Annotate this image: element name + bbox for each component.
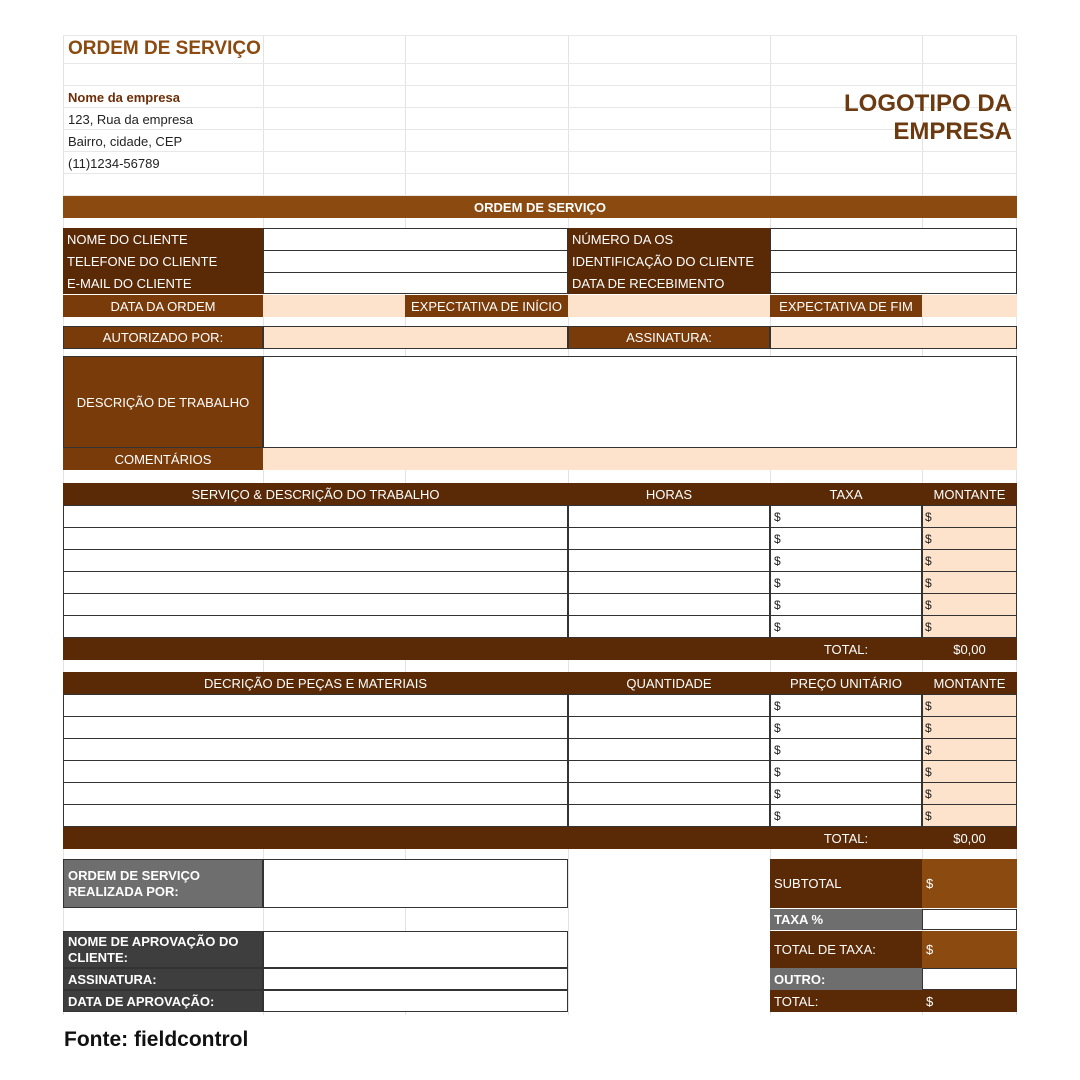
parts-total-label: TOTAL: bbox=[770, 827, 922, 849]
total-label: TOTAL: bbox=[770, 990, 922, 1012]
service-amount-currency: $ bbox=[925, 598, 932, 612]
tax-total-value: $ bbox=[922, 931, 1017, 968]
part-amount-currency: $ bbox=[925, 699, 932, 713]
approval-name-field[interactable] bbox=[263, 931, 568, 968]
service-amount-currency: $ bbox=[925, 576, 932, 590]
service-rate-currency: $ bbox=[774, 620, 781, 634]
part-price-currency: $ bbox=[774, 809, 781, 823]
os-number-label: NÚMERO DA OS bbox=[568, 228, 770, 250]
client-id-label: IDENTIFICAÇÃO DO CLIENTE bbox=[568, 250, 770, 272]
order-info-fields[interactable] bbox=[770, 228, 1017, 294]
signature-field[interactable] bbox=[770, 326, 1017, 349]
subtotal-value: $ bbox=[922, 859, 1017, 908]
work-description-label: DESCRIÇÃO DE TRABALHO bbox=[63, 356, 263, 448]
service-rate-currency: $ bbox=[774, 510, 781, 524]
part-price-currency: $ bbox=[774, 787, 781, 801]
total-value: $ bbox=[922, 990, 1017, 1012]
service-rate-currency: $ bbox=[774, 576, 781, 590]
part-amount-currency: $ bbox=[925, 721, 932, 735]
company-phone: (11)1234-56789 bbox=[68, 156, 160, 171]
authorized-by-label: AUTORIZADO POR: bbox=[63, 326, 263, 349]
client-info-fields[interactable] bbox=[263, 228, 568, 294]
expected-end-label: EXPECTATIVA DE FIM bbox=[770, 295, 922, 317]
part-amount-currency: $ bbox=[925, 787, 932, 801]
approval-name-label: NOME DE APROVAÇÃO DO CLIENTE: bbox=[63, 931, 263, 968]
tax-total-label: TOTAL DE TAXA: bbox=[770, 931, 922, 968]
received-date-label: DATA DE RECEBIMENTO bbox=[568, 272, 770, 294]
service-rate-currency: $ bbox=[774, 554, 781, 568]
part-amount-currency: $ bbox=[925, 765, 932, 779]
part-price-currency: $ bbox=[774, 721, 781, 735]
logo-line-1: LOGOTIPO DA bbox=[844, 90, 1012, 117]
subtotal-label: SUBTOTAL bbox=[770, 859, 922, 908]
client-name-label: NOME DO CLIENTE bbox=[63, 228, 263, 250]
page-title: ORDEM DE SERVIÇO bbox=[68, 38, 261, 59]
approval-date-field[interactable] bbox=[263, 990, 568, 1012]
parts-header-amount: MONTANTE bbox=[922, 672, 1017, 694]
tax-percent-field[interactable] bbox=[922, 909, 1017, 930]
service-amount-currency: $ bbox=[925, 620, 932, 634]
client-email-label: E-MAIL DO CLIENTE bbox=[63, 272, 263, 294]
services-total-spacer bbox=[63, 638, 770, 660]
services-header-rate: TAXA bbox=[770, 483, 922, 505]
company-address-1: 123, Rua da empresa bbox=[68, 112, 194, 127]
comments-field[interactable] bbox=[263, 448, 1017, 470]
comments-label: COMENTÁRIOS bbox=[63, 448, 263, 470]
services-header-description: SERVIÇO & DESCRIÇÃO DO TRABALHO bbox=[63, 483, 568, 505]
expected-start-field[interactable] bbox=[568, 295, 770, 317]
company-logo bbox=[844, 90, 1012, 146]
approval-signature-field[interactable] bbox=[263, 968, 568, 990]
services-header-amount: MONTANTE bbox=[922, 483, 1017, 505]
company-address-2: Bairro, cidade, CEP bbox=[68, 134, 183, 149]
tax-percent-label: TAXA % bbox=[770, 909, 922, 930]
section-title: ORDEM DE SERVIÇO bbox=[63, 196, 1017, 218]
work-description-field[interactable] bbox=[263, 356, 1017, 448]
parts-total-spacer bbox=[63, 827, 770, 849]
parts-header-quantity: QUANTIDADE bbox=[568, 672, 770, 694]
part-price-currency: $ bbox=[774, 743, 781, 757]
approval-date-label: DATA DE APROVAÇÃO: bbox=[63, 990, 263, 1012]
service-amount-currency: $ bbox=[925, 510, 932, 524]
company-name: Nome da empresa bbox=[68, 90, 180, 105]
signature-label: ASSINATURA: bbox=[568, 326, 770, 349]
services-total-label: TOTAL: bbox=[770, 638, 922, 660]
approval-signature-label: ASSINATURA: bbox=[63, 968, 263, 990]
source-caption: Fonte: fieldcontrol bbox=[64, 1028, 249, 1051]
service-rate-currency: $ bbox=[774, 532, 781, 546]
authorized-by-field[interactable] bbox=[263, 326, 568, 349]
services-total-value: $0,00 bbox=[922, 638, 1017, 660]
service-rate-currency: $ bbox=[774, 598, 781, 612]
logo-line-2: EMPRESA bbox=[893, 118, 1012, 145]
part-amount-currency: $ bbox=[925, 743, 932, 757]
order-date-field[interactable] bbox=[263, 295, 405, 317]
performed-by-field[interactable] bbox=[263, 859, 568, 908]
service-amount-currency: $ bbox=[925, 532, 932, 546]
parts-header-description: DECRIÇÃO DE PEÇAS E MATERIAIS bbox=[63, 672, 568, 694]
services-header-hours: HORAS bbox=[568, 483, 770, 505]
parts-total-value: $0,00 bbox=[922, 827, 1017, 849]
part-price-currency: $ bbox=[774, 699, 781, 713]
performed-by-label: ORDEM DE SERVIÇO REALIZADA POR: bbox=[63, 859, 263, 908]
other-label: OUTRO: bbox=[770, 968, 922, 990]
other-field[interactable] bbox=[922, 968, 1017, 990]
expected-end-field[interactable] bbox=[922, 295, 1017, 317]
part-price-currency: $ bbox=[774, 765, 781, 779]
order-date-label: DATA DA ORDEM bbox=[63, 295, 263, 317]
service-amount-currency: $ bbox=[925, 554, 932, 568]
client-phone-label: TELEFONE DO CLIENTE bbox=[63, 250, 263, 272]
parts-header-unit-price: PREÇO UNITÁRIO bbox=[770, 672, 922, 694]
expected-start-label: EXPECTATIVA DE INÍCIO bbox=[405, 295, 568, 317]
part-amount-currency: $ bbox=[925, 809, 932, 823]
